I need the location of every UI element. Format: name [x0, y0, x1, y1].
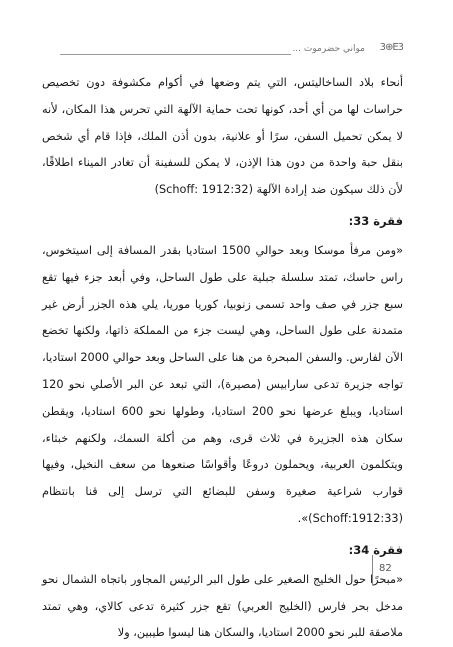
section-heading: فقرة 34: [348, 542, 403, 557]
section-heading: فقرة 33: [348, 213, 403, 228]
paragraph: أنحاء بلاد الساخاليتس، التي يتم وضعها في أكوام مكشوفة دون تخصيص حراسات لها من أي أحد، كونها تحت حماية الآلهة التي تحرس هذا المكان، لأنه لا يمكن تحميل السفن، سرًا أو علانية، بدون أذن الملك، فإذا قام أي شخص بنقل حبة واحدة من دون هذا الإذن، لا يمكن للسفينة أن تغادر الميناء اطلاقًا، لأن ذلك سيكون ضد إرادة الآلهة (Schoff: 1912:32) [42, 76, 403, 197]
footer-rule [372, 555, 373, 585]
ornament-icon: 3⊕E3 [379, 42, 403, 53]
running-header [60, 40, 403, 60]
page-body [42, 70, 403, 647]
page-footer [372, 555, 402, 585]
paragraph: «ومن مرفأ موسكا وبعد حوالي 1500 استاديا بقدر المسافة إلى اسيتخوس، راس حاسك، تمتد سلسلة جبلية على طول الساحل، وفي أبعد جزء فيها تقع سبع جزر في صف واحد تسمى زنوبيا، كوريا موريا، يلي هذه الجزر أرض غير متمدنة على طول الساحل، وهي ليست جزء من المملكة ذاتها، ولكنها تخضع الآن لفارس. والسفن المبحرة من هنا على الساحل وبعد حوالي 2000 استاديا، تواجه جزيرة تدعى سارابيس (مصيرة)، التي تبعد عن البر الأصلي نحو 120 استاديا، ويبلغ عرضها نحو 200 استاديا، وطولها نحو 600 استاديا، ويقطن سكان هذه الجزيرة في ثلاث قرى، وهم من أكلة السمك، ولكنهم خبثاء، ويتكلمون العربية، ويحملون دروعًا وأقواسًا صنعوها من سعف النخيل، وفيها قوارب شراعية صغيرة وسفن للبضائع التي ترسل إلى قنا بانتظام (Schoff:1912:33)». [42, 243, 403, 525]
page-number: 82 [379, 563, 392, 574]
header-rule [60, 54, 291, 55]
paragraph: «مبحرًا حول الخليج الصغير على طول البر الرئيس المجاور باتجاه الشمال نحو مدخل بحر فارس (الخليج العربي) تقع جزر كثيرة تدعى كالاي، وهي تمتد ملاصقة للبر نحو 2000 استاديا، والسكان هنا ليسوا طيبين، ولا [42, 572, 403, 640]
running-title: مواني حضرموت ... [292, 44, 365, 54]
